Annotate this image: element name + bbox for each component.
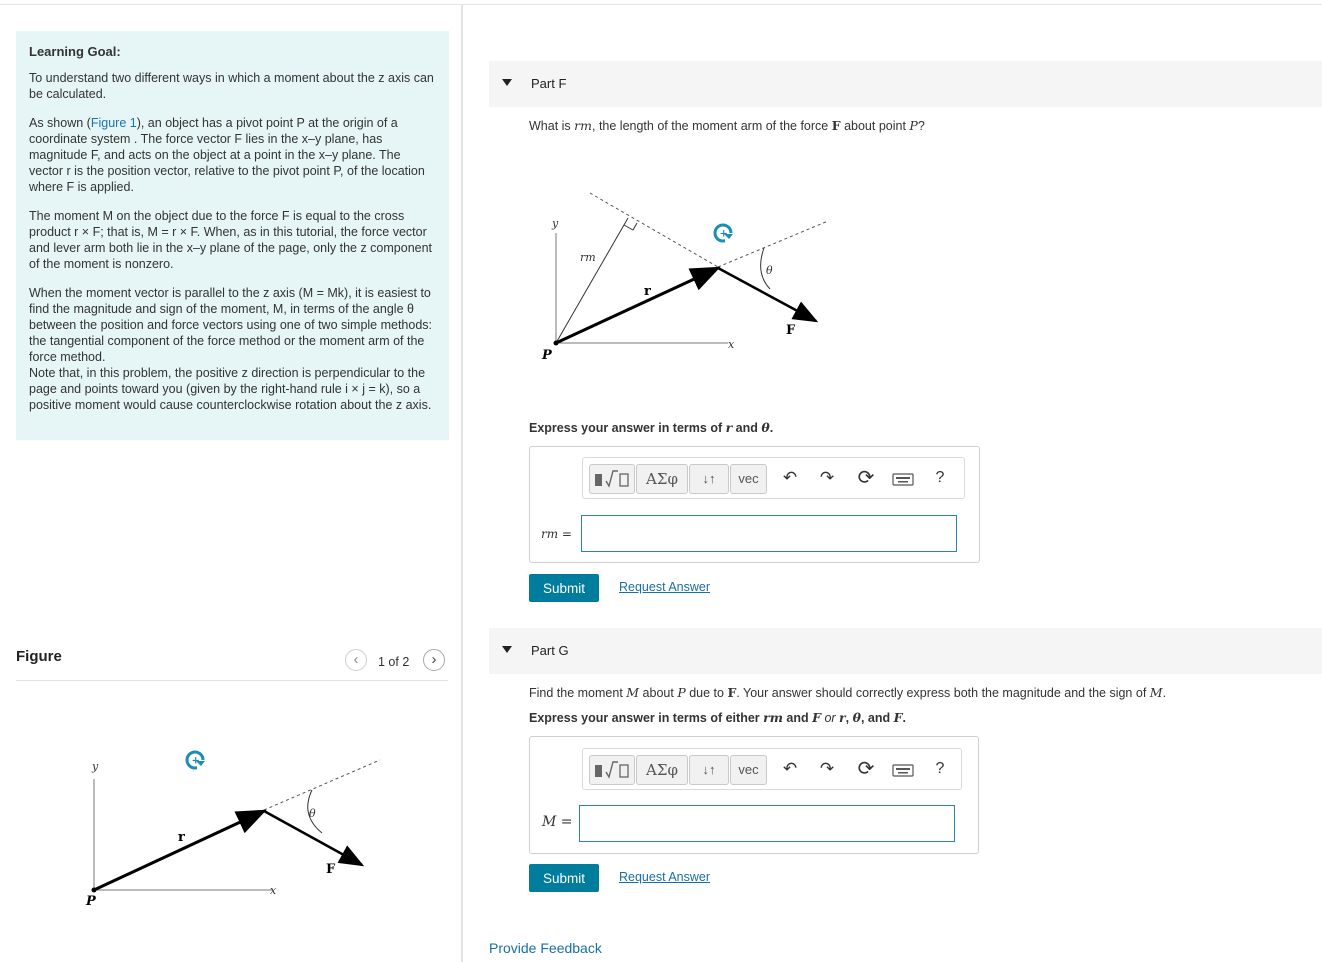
- pivot-point: [92, 888, 97, 893]
- question-text: about: [639, 686, 678, 700]
- instruction-var-theta: θ: [761, 420, 770, 435]
- question-var-p: P: [909, 118, 918, 133]
- f-line-of-action: [590, 193, 718, 267]
- provide-feedback-link[interactable]: Provide Feedback: [489, 940, 602, 956]
- question-text: Find the moment: [529, 686, 627, 700]
- svg-text:+: +: [191, 755, 200, 767]
- question-text: .: [1162, 686, 1167, 700]
- diagram-x-label: x: [728, 338, 735, 351]
- setup-text-end: ), an object has a pivot point P at the origin of a coordinate system . The force vector F lies in the x–y plane, has magnitude F, and acts on the object at a point in the x–y plane. The vector r is the position vector, relative to the pivot point P, of the location where F is applied.: [29, 116, 425, 194]
- greek-symbols-button[interactable]: ΑΣφ: [636, 755, 688, 785]
- pivot-point: [554, 341, 559, 346]
- diagram-f-label: F: [786, 323, 796, 338]
- question-var-f: F: [831, 118, 841, 133]
- learning-goal-note: Note that, in this problem, the positive z direction is perpendicular to the page and points toward you (given by the right-hand rule i × j = k), so a positive moment would cause counterclockwise rotation about the z axis.: [29, 366, 432, 412]
- figure-next-button[interactable]: [423, 649, 445, 671]
- help-icon[interactable]: ?: [935, 469, 945, 486]
- instruction-var-f: F: [812, 710, 821, 725]
- right-angle-mark: [624, 223, 637, 230]
- question-text: What is: [529, 119, 575, 133]
- instruction-text: ,: [845, 711, 853, 725]
- part-g-instructions: [529, 710, 906, 725]
- instruction-var-f: F: [893, 710, 903, 725]
- question-text: . Your answer should correctly express both the magnitude and the sign of: [736, 686, 1150, 700]
- figure-title: Figure: [16, 648, 62, 665]
- rm-answer-input[interactable]: [581, 515, 957, 552]
- r-vector: [94, 811, 264, 890]
- svg-text:+: +: [719, 228, 728, 240]
- instruction-var-r: r: [839, 710, 846, 725]
- redo-icon[interactable]: ↷: [819, 468, 835, 487]
- part-f-instructions: [529, 420, 773, 435]
- vec-button[interactable]: vec: [730, 464, 767, 494]
- keyboard-icon[interactable]: [892, 761, 914, 785]
- question-text: , the length of the moment arm of the force: [592, 119, 832, 133]
- instruction-text: , and: [860, 711, 894, 725]
- instruction-text: and: [732, 421, 762, 435]
- r-extension-line: [718, 221, 828, 267]
- question-var-p: P: [677, 685, 686, 700]
- reset-icon[interactable]: ⟳: [857, 758, 875, 780]
- question-var-m: M: [626, 685, 640, 700]
- rm-answer-label: rm =: [541, 527, 572, 541]
- reset-icon[interactable]: ⟳: [857, 467, 875, 489]
- figure-diagram: [60, 745, 400, 915]
- templates-button[interactable]: [589, 755, 635, 785]
- instruction-text: Express your answer in terms of either: [529, 711, 764, 725]
- greek-symbols-button[interactable]: ΑΣφ: [636, 464, 688, 494]
- arrows-button[interactable]: ↓↑: [689, 464, 729, 494]
- part-g-request-answer-link[interactable]: Request Answer: [619, 870, 711, 884]
- diagram-r-label: r: [644, 284, 651, 299]
- part-g-answer-box: [529, 736, 979, 854]
- part-f-answer-box: [529, 446, 980, 563]
- figure-1-link[interactable]: Figure 1: [90, 116, 137, 130]
- learning-goal-setup: [29, 115, 437, 195]
- learning-goal-box: [16, 31, 449, 440]
- instruction-text: and: [782, 711, 813, 725]
- part-f-math-toolbar: [582, 457, 965, 499]
- diagram-rm-label: rm: [580, 251, 596, 264]
- question-text: due to: [685, 686, 728, 700]
- instruction-text: or: [820, 711, 840, 725]
- question-text: about point: [840, 119, 910, 133]
- top-rule: [0, 4, 1322, 5]
- part-f-title: Part F: [531, 76, 567, 91]
- part-f-question: [529, 118, 925, 133]
- rotate-ccw-icon: [187, 752, 206, 769]
- instruction-var-theta: θ: [852, 710, 861, 725]
- instruction-text: .: [902, 711, 906, 725]
- part-f-header[interactable]: [489, 61, 1322, 107]
- templates-button[interactable]: [589, 464, 635, 494]
- undo-icon[interactable]: ↶: [782, 468, 798, 487]
- part-g-question: [529, 685, 1166, 700]
- figure-f-label: F: [326, 862, 336, 877]
- diagram-theta-label: θ: [766, 264, 773, 277]
- learning-goal-methods: When the moment vector is parallel to the z axis (M = Mk), it is easiest to find the magnitude and sign of the moment, M, in terms of the angle θ between the position and force vectors using one of two simple methods: the tangential component of the force method or the moment arm of the force method.: [29, 286, 433, 364]
- undo-icon[interactable]: ↶: [782, 759, 798, 778]
- figure-r-label: r: [178, 830, 185, 845]
- chevron-left-icon: ‹: [353, 651, 359, 668]
- chevron-right-icon: ›: [431, 651, 437, 668]
- learning-goal-moment: The moment M on the object due to the force F is equal to the cross product r × F; that is, M = r × F. When, as in this tutorial, the force vector and lever arm both lie in the x–y plane of the page, only the z component of the moment is nonzero.: [29, 209, 433, 271]
- r-vector: [556, 268, 718, 343]
- rotate-ccw-icon: [715, 225, 734, 242]
- keyboard-glyph: [892, 762, 914, 778]
- arrows-button[interactable]: ↓↑: [689, 755, 729, 785]
- moment-arm-line: [556, 218, 628, 343]
- figure-y-label: y: [92, 760, 99, 773]
- learning-goal-intro: To understand two different ways in which a moment about the z axis can be calculated.: [29, 71, 434, 101]
- part-g-title: Part G: [531, 643, 569, 658]
- instruction-text: .: [769, 421, 774, 435]
- figure-divider: [16, 680, 448, 681]
- question-var-m: M: [1149, 685, 1163, 700]
- part-f-request-answer-link[interactable]: Request Answer: [619, 580, 711, 594]
- instruction-var-rm: rm: [763, 710, 783, 725]
- learning-goal-heading: Learning Goal:: [29, 44, 121, 59]
- help-icon[interactable]: ?: [935, 760, 945, 777]
- setup-text-start: As shown (: [29, 116, 91, 130]
- keyboard-icon[interactable]: [892, 470, 914, 494]
- figure-pager-text: 1 of 2: [378, 655, 410, 669]
- collapse-triangle-icon: [502, 646, 512, 653]
- column-divider: [461, 5, 463, 962]
- m-answer-input[interactable]: [579, 805, 955, 842]
- figure-theta-label: θ: [309, 807, 316, 820]
- instruction-text: Express your answer in terms of: [529, 421, 726, 435]
- templates-icon: [591, 756, 633, 782]
- redo-icon[interactable]: ↷: [819, 759, 835, 778]
- vec-button[interactable]: vec: [730, 755, 767, 785]
- question-var-rm: rm: [574, 118, 592, 133]
- part-g-submit-button[interactable]: Submit: [529, 864, 599, 892]
- collapse-triangle-icon: [502, 79, 512, 86]
- part-f-diagram: [530, 185, 840, 370]
- templates-icon: [591, 465, 633, 491]
- r-extension-line: [264, 760, 380, 810]
- question-text: ?: [917, 119, 925, 133]
- part-g-header[interactable]: [489, 628, 1322, 674]
- keyboard-glyph: [892, 471, 914, 487]
- diagram-p-label: P: [542, 348, 552, 363]
- figure-prev-button[interactable]: [345, 649, 367, 671]
- m-answer-label: M =: [542, 814, 573, 830]
- diagram-y-label: y: [552, 217, 559, 230]
- part-f-submit-button[interactable]: Submit: [529, 574, 599, 602]
- instruction-var-r: r: [725, 420, 733, 435]
- figure-x-label: x: [270, 884, 277, 897]
- part-g-math-toolbar: [582, 748, 962, 790]
- question-var-f: F: [727, 685, 737, 700]
- figure-p-label: P: [86, 894, 96, 909]
